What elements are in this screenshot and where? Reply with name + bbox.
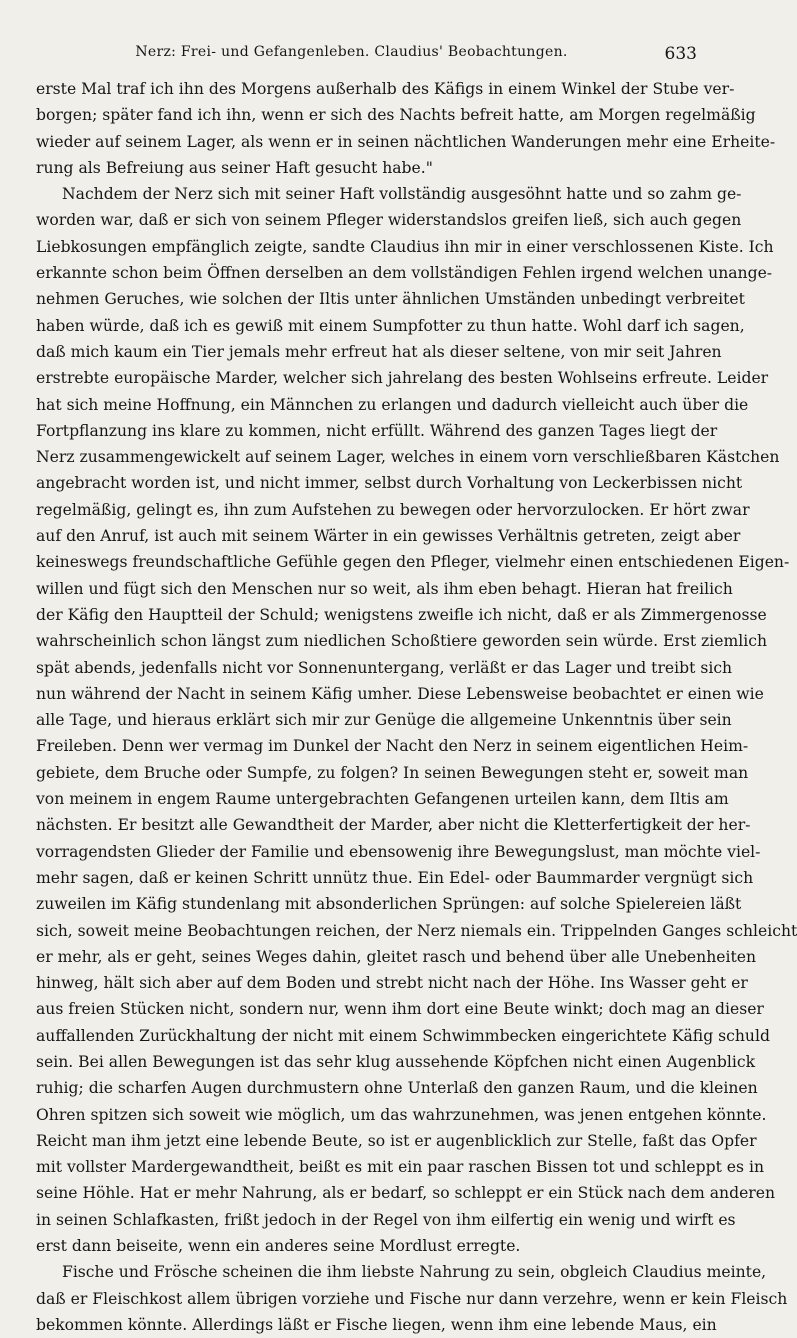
text-line: borgen; später fand ich ihn, wenn er sich des Nachts befreit hatte, am Morgen regelmäßig <box>36 106 756 125</box>
running-title: Nerz: Frei- und Gefangenleben. Claudius' Beobachtungen. <box>135 44 568 60</box>
text-line: bekommen könnte. Allerdings läßt er Fische liegen, wenn ihm eine lebende Maus, ein <box>36 1315 717 1334</box>
text-line: in seinen Schlafkasten, frißt jedoch in der Regel von ihm eilfertig ein wenig und wirft es <box>36 1210 736 1229</box>
text-line: Ohren spitzen sich soweit wie möglich, um das wahrzunehmen, was jenen entgehen könnte. <box>36 1105 767 1124</box>
text-line: der Käfig den Hauptteil der Schuld; wenigstens zweifle ich nicht, daß er als Zimmergenosse <box>36 605 767 624</box>
text-line: mit vollster Mardergewandtheit, beißt es mit ein paar raschen Bissen tot und schleppt es in <box>36 1158 765 1177</box>
text-line: erst dann beiseite, wenn ein anderes seine Mordlust erregte. <box>36 1237 521 1256</box>
text-line: hinweg, hält sich aber auf dem Boden und strebt nicht nach der Höhe. Ins Wasser geht er <box>36 974 748 993</box>
text-line: Nerz zusammengewickelt auf seinem Lager, welches in einem vorn verschließbaren Kästchen <box>36 448 780 467</box>
text-line: Freileben. Denn wer vermag im Dunkel der Nacht den Nerz in seinem eigentlichen Heim- <box>36 737 749 756</box>
text-line: erstrebte europäische Marder, welcher sich jahrelang des besten Wohlseins erfreute. Leider <box>36 369 769 388</box>
text-line: seine Höhle. Hat er mehr Nahrung, als er bedarf, so schleppt er ein Stück nach dem anderen <box>36 1184 776 1203</box>
text-line: erste Mal traf ich ihn des Morgens außerhalb des Käfigs in einem Winkel der Stube ver- <box>36 80 735 98</box>
text-line: Nachdem der Nerz sich mit seiner Haft vollständig ausgesöhnt hatte und so zahm ge- <box>62 185 742 204</box>
text-line: angebracht worden ist, und nicht immer, selbst durch Vorhaltung von Leckerbissen nicht <box>36 474 743 493</box>
text-line: sich, soweit meine Beobachtungen reichen, der Nerz niemals ein. Trippelnden Ganges schleicht <box>36 921 797 940</box>
text-line: Reicht man ihm jetzt eine lebende Beute, so ist er augenblicklich zur Stelle, faßt das Opfer <box>36 1131 757 1150</box>
text-line: nun während der Nacht in seinem Käfig umher. Diese Lebensweise beobachtet er einen wie <box>36 684 764 703</box>
text-line: mehr sagen, daß er keinen Schritt unnütz thue. Ein Edel- oder Baummarder vergnügt sich <box>36 868 754 887</box>
text-line: wieder auf seinem Lager, als wenn er in seinen nächtlichen Wanderungen mehr eine Erheite- <box>36 132 776 151</box>
text-line: Liebkosungen empfänglich zeigte, sandte Claudius ihn mir in einer verschlossenen Kiste. Ich <box>36 237 774 256</box>
text-line: Fische und Frösche scheinen die ihm liebste Nahrung zu sein, obgleich Claudius meinte, <box>62 1263 767 1282</box>
paragraph <box>36 76 776 181</box>
page-number: 633 <box>664 44 697 64</box>
text-line: gebiete, dem Bruche oder Sumpfe, zu folgen? In seinen Bewegungen steht er, soweit man <box>36 763 749 782</box>
text-line: haben würde, daß ich es gewiß mit einem Sumpfotter zu thun hatte. Wohl darf ich sagen, <box>36 316 745 335</box>
paragraph <box>36 181 797 1259</box>
text-line: daß mich kaum ein Tier jemals mehr erfreut hat als dieser seltene, von mir seit Jahren <box>36 342 722 361</box>
text-line: regelmäßig, gelingt es, ihn zum Aufstehen zu bewegen oder hervorzulocken. Er hört zwar <box>36 500 750 519</box>
text-line: wahrscheinlich schon längst zum niedlichen Schoßtiere geworden sein würde. Erst ziemlich <box>36 632 768 651</box>
body-text <box>36 76 797 1338</box>
text-line: rung als Befreiung aus seiner Haft gesucht habe." <box>36 158 433 177</box>
text-line: worden war, daß er sich von seinem Pfleger widerstandslos greifen ließ, sich auch gegen <box>36 211 742 230</box>
text-line: Fortpflanzung ins klare zu kommen, nicht erfüllt. Während des ganzen Tages liegt der <box>36 421 718 440</box>
text-line: hat sich meine Hoffnung, ein Männchen zu erlangen und dadurch vielleicht auch über die <box>36 395 749 414</box>
text-line: er mehr, als er geht, seines Weges dahin, gleitet rasch und behend über alle Unebenheiten <box>36 947 756 966</box>
text-line: erkannte schon beim Öffnen derselben an dem vollständigen Fehlen irgend welchen unange- <box>36 264 773 283</box>
text-line: spät abends, jedenfalls nicht vor Sonnenuntergang, verläßt er das Lager und treibt sich <box>36 658 733 677</box>
text-line: daß er Fleischkost allem übrigen vorziehe und Fische nur dann verzehre, wenn er kein Fleisch <box>36 1289 788 1308</box>
text-line: auffallenden Zurückhaltung der nicht mit einem Schwimmbecken eingerichtete Käfig schuld <box>36 1026 770 1045</box>
text-line: aus freien Stücken nicht, sondern nur, wenn ihm dort eine Beute winkt; doch mag an dieser <box>36 1000 764 1019</box>
text-line: zuweilen im Käfig stundenlang mit absonderlichen Sprüngen: auf solche Spielereien läßt <box>36 895 742 914</box>
text-line: sein. Bei allen Bewegungen ist das sehr klug aussehende Köpfchen nicht einen Augenblick <box>36 1052 756 1071</box>
text-line: nächsten. Er besitzt alle Gewandtheit der Marder, aber nicht die Kletterfertigkeit der her- <box>36 816 751 835</box>
text-line: nehmen Geruches, wie solchen der Iltis unter ähnlichen Umständen unbedingt verbreitet <box>36 290 745 309</box>
text-line: von meinem in engem Raume untergebrachten Gefangenen urteilen kann, dem Iltis am <box>36 790 729 809</box>
text-line: vorragendsten Glieder der Familie und ebensowenig ihre Bewegungslust, man möchte viel- <box>36 842 761 861</box>
paragraph <box>36 1259 788 1338</box>
text-line: keineswegs freundschaftliche Gefühle gegen den Pfleger, vielmehr einen entschiedenen Eigen- <box>36 553 790 572</box>
text-line: willen und fügt sich den Menschen nur so weit, als ihm eben behagt. Hieran hat freilich <box>36 579 733 598</box>
text-line: ruhig; die scharfen Augen durchmustern ohne Unterlaß den ganzen Raum, und die kleinen <box>36 1079 758 1098</box>
text-line: alle Tage, und hieraus erklärt sich mir zur Genüge die allgemeine Unkenntnis über sein <box>36 711 732 730</box>
running-head <box>0 44 743 68</box>
text-line: auf den Anruf, ist auch mit seinem Wärter in ein gewisses Verhältnis getreten, zeigt aber <box>36 527 741 546</box>
